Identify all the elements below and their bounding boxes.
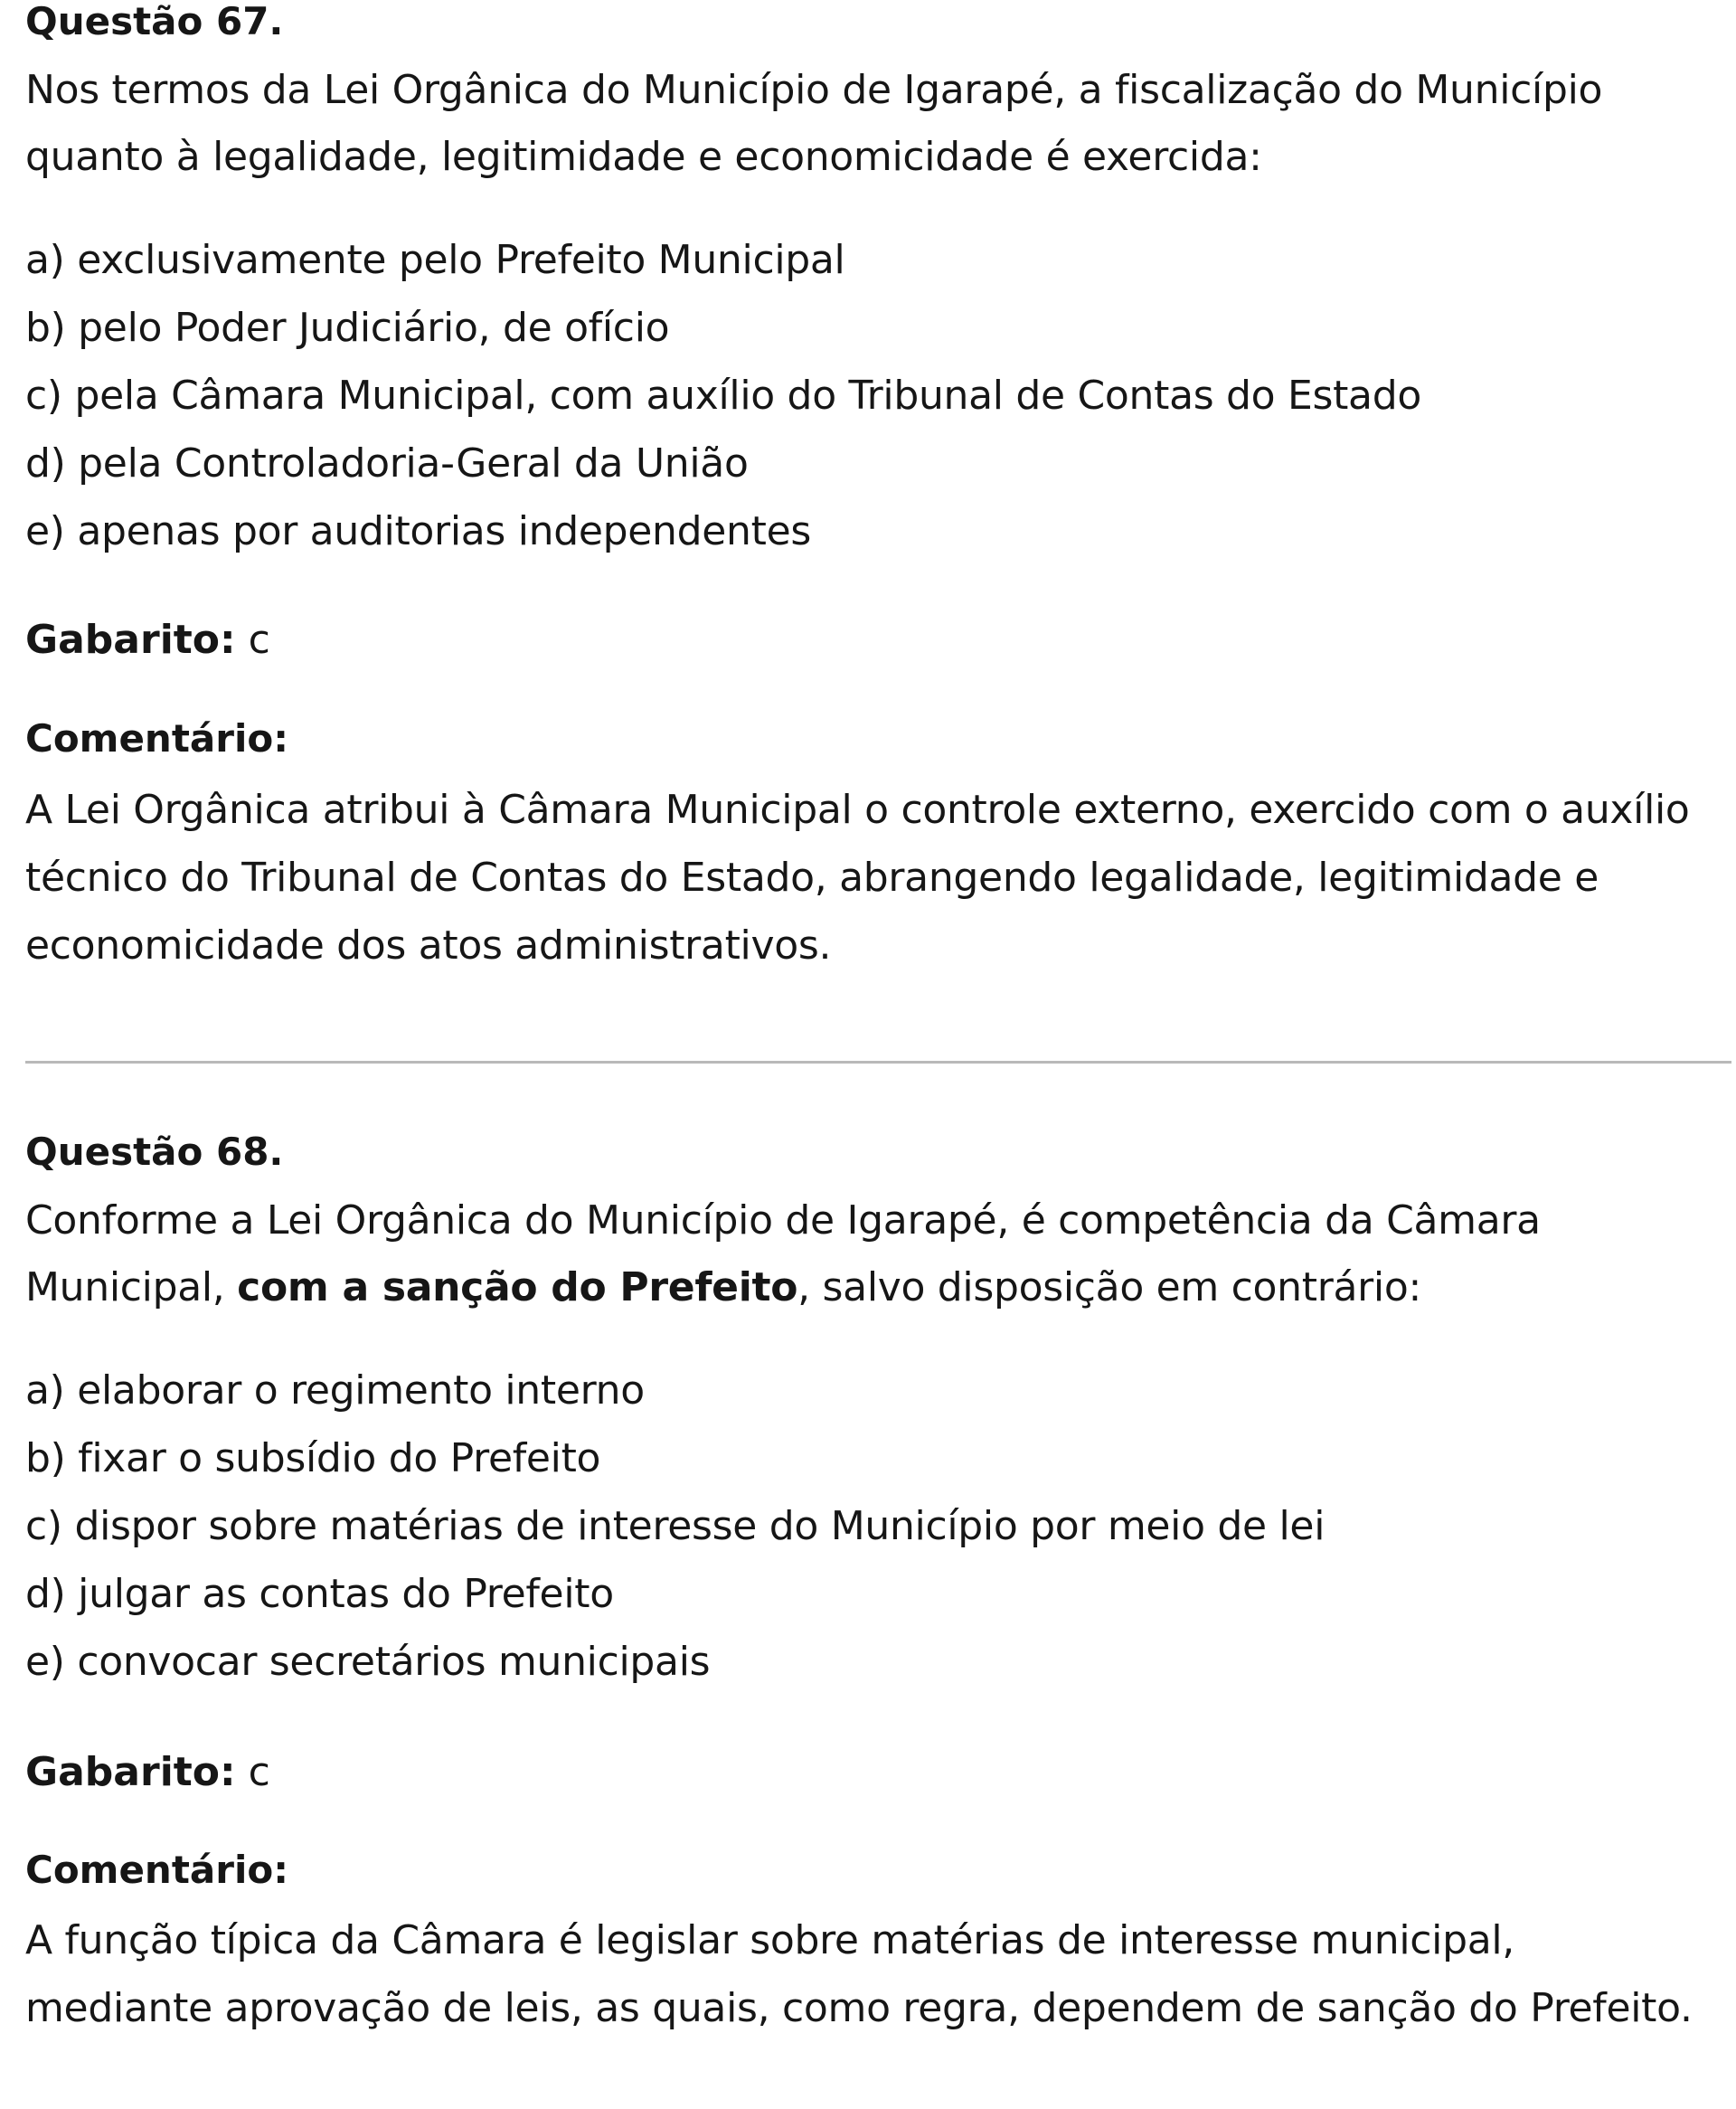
question-stem [25, 1187, 1711, 1321]
question-title: Questão 68. [25, 1130, 284, 1174]
stem-text-bold: com a sanção do Prefeito [237, 1264, 798, 1310]
stem-text-post: , salvo disposição em contrário: [797, 1264, 1422, 1310]
option-e: e) apenas por auditorias independentes [25, 508, 811, 554]
answer-label: Gabarito: [25, 617, 236, 663]
option-b: b) pelo Poder Judiciário, de ofício [25, 305, 670, 351]
answer-label: Gabarito: [25, 1749, 236, 1795]
section-divider [25, 1061, 1731, 1064]
option-e: e) convocar secretários municipais [25, 1639, 711, 1685]
answer-value: c [248, 1749, 270, 1795]
option-d: d) julgar as contas do Prefeito [25, 1571, 614, 1617]
comment-text: A Lei Orgânica atribui à Câmara Municipal o controle externo, exercido com o auxílio técnico do Tribunal de Contas do Estado, abrangendo legalidade, legitimidade e economicidade dos atos administrativos. [25, 787, 1690, 969]
question-title: Questão 67. [25, 0, 284, 43]
answer-line [25, 1750, 1711, 1795]
comment-title: Comentário: [25, 1848, 289, 1892]
option-a: a) elaborar o regimento interno [25, 1367, 645, 1414]
option-c: c) dispor sobre matérias de interesse do Município por meio de lei [25, 1503, 1326, 1549]
stem-text-pre: Conforme a Lei Orgânica do Município de Igarapé, é competência da Câmara Municipal, [25, 1197, 1541, 1310]
comment-text: A função típica da Câmara é legislar sobre matérias de interesse municipal, mediante aprovação de leis, as quais, como regra, dependem de sanção do Prefeito. [25, 1917, 1693, 2031]
comment-title: Comentário: [25, 716, 289, 761]
options-list [25, 1357, 1711, 1696]
option-b: b) fixar o subsídio do Prefeito [25, 1435, 601, 1481]
answer-line [25, 618, 1711, 663]
answer-value: c [248, 617, 270, 663]
question-stem: Nos termos da Lei Orgânica do Município de Igarapé, a fiscalização do Município quanto à legalidade, legitimidade e economicidade é exercida: [25, 67, 1603, 180]
option-d: d) pela Controladoria-Geral da União [25, 440, 749, 487]
options-list [25, 226, 1711, 565]
option-c: c) pela Câmara Municipal, com auxílio do Tribunal de Contas do Estado [25, 373, 1421, 419]
option-a: a) exclusivamente pelo Prefeito Municipal [25, 237, 845, 283]
